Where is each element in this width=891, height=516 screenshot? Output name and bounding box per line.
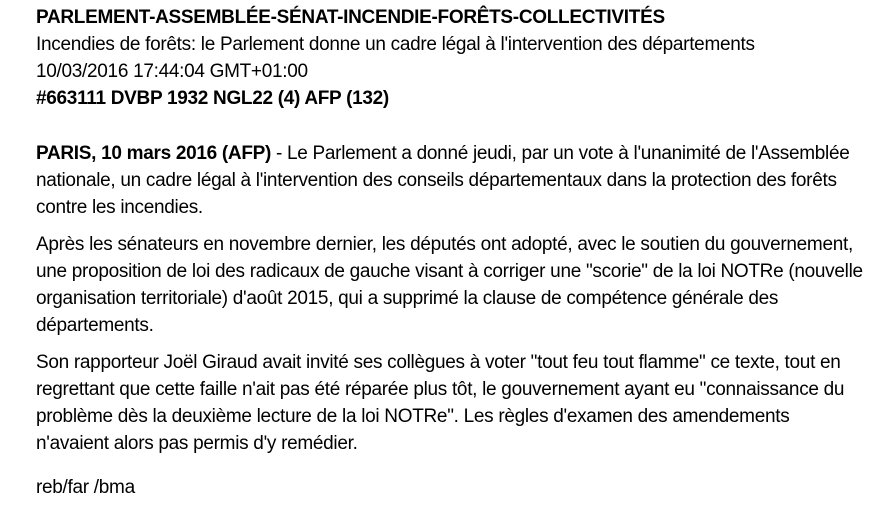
- article-header: [36, 4, 863, 112]
- paragraph-lede: [36, 140, 863, 221]
- paragraph: Après les sénateurs en novembre dernier, les députés ont adopté, avec le soutien du gouvernement, une proposition de loi des radicaux de gauche visant à corriger une "scorie" de la loi NOTRe (nouvelle organisation territoriale) d'août 2015, qui a supprimé la clause de compétence générale des départements.: [36, 234, 863, 336]
- article-slug: PARLEMENT-ASSEMBLÉE-SÉNAT-INCENDIE-FORÊTS-COLLECTIVITÉS: [36, 7, 665, 28]
- article-body: [36, 140, 863, 501]
- article-timestamp: 10/03/2016 17:44:04 GMT+01:00: [36, 61, 308, 82]
- dateline: PARIS, 10 mars 2016 (AFP): [36, 143, 272, 164]
- paragraph-text: - Le Parlement a donné jeudi, par un vote à l'unanimité de l'Assemblée nationale, un cadre légal à l'intervention des conseils départementaux dans la protection des forêts contre les incendies.: [36, 143, 850, 218]
- paragraph: Son rapporteur Joël Giraud avait invité ses collègues à voter "tout feu tout flamme" ce texte, tout en regrettant que cette faille n'ait pas été réparée plus tôt, le gouvernement ayant eu "connaissance du problème dès la deuxième lecture de la loi NOTRe". Les règles d'examen des amendements n'avaient alors pas permis d'y remédier.: [36, 352, 845, 454]
- article-reference: #663111 DVBP 1932 NGL22 (4) AFP (132): [36, 88, 389, 109]
- signature-line: reb/far /bma: [36, 477, 135, 498]
- article-title: Incendies de forêts: le Parlement donne un cadre légal à l'intervention des départements: [36, 34, 755, 55]
